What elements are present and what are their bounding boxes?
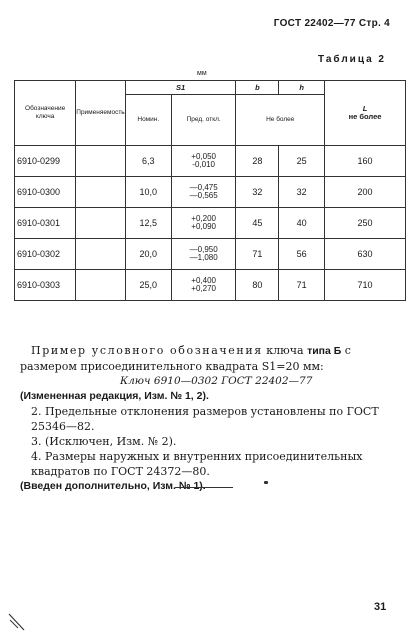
cell-b: 45 — [236, 208, 279, 239]
example-rest: с размером присоединительного квадрата S1=20 мм: — [20, 344, 351, 373]
note-revision-2: (Введен дополнительно, Изм. № 1). — [20, 480, 206, 492]
cell-applicability — [76, 177, 125, 208]
dimensions-table — [14, 80, 406, 301]
header-deviation: Пред. откл. — [171, 95, 236, 146]
cell-nominal: 12,5 — [125, 208, 171, 239]
header-h: h — [279, 81, 325, 95]
units-label: мм — [197, 70, 207, 77]
ink-dot — [264, 481, 268, 484]
cell-h: 25 — [279, 146, 325, 177]
corner-mark-icon — [8, 606, 26, 632]
cell-nominal: 10,0 — [125, 177, 171, 208]
cell-applicability — [76, 208, 125, 239]
cell-nominal: 25,0 — [125, 270, 171, 301]
example-lead: Пример условного обозначения — [31, 344, 263, 357]
document-header: ГОСТ 22402—77 Стр. 4 — [273, 18, 390, 29]
example-mid: ключа — [262, 344, 308, 357]
cell-h: 40 — [279, 208, 325, 239]
cell-deviation: —0,950 —1,080 — [171, 239, 236, 270]
cell-b: 32 — [236, 177, 279, 208]
cell-h: 71 — [279, 270, 325, 301]
cell-l: 200 — [325, 177, 406, 208]
header-s1: S1 — [125, 81, 236, 95]
cell-b: 80 — [236, 270, 279, 301]
section-divider — [175, 487, 233, 488]
table-row — [15, 177, 406, 208]
cell-deviation: +0,050 -0,010 — [171, 146, 236, 177]
header-nominal: Номин. — [125, 95, 171, 146]
cell-b: 28 — [236, 146, 279, 177]
header-l: L не более — [325, 81, 406, 146]
designation-example — [20, 343, 400, 374]
cell-h: 56 — [279, 239, 325, 270]
note-3: 3. (Исключен, Изм. № 2). — [31, 435, 177, 448]
table-row — [15, 239, 406, 270]
note-4: 4. Размеры наружных и внутренних присоединительных квадратов по ГОСТ 24372—80. — [31, 450, 363, 478]
cell-designation: 6910-0300 — [15, 177, 76, 208]
cell-nominal: 6,3 — [125, 146, 171, 177]
note-revision-1: (Измененная редакция, Изм. № 1, 2). — [20, 390, 209, 402]
cell-applicability — [76, 146, 125, 177]
cell-h: 32 — [279, 177, 325, 208]
cell-applicability — [76, 239, 125, 270]
cell-deviation: +0,400 +0,270 — [171, 270, 236, 301]
header-designation: Обозначение ключа — [15, 81, 76, 146]
cell-designation: 6910-0303 — [15, 270, 76, 301]
cell-b: 71 — [236, 239, 279, 270]
page-number: 31 — [374, 601, 387, 613]
cell-l: 630 — [325, 239, 406, 270]
cell-deviation: +0,200 +0,090 — [171, 208, 236, 239]
header-b: b — [236, 81, 279, 95]
cell-l: 250 — [325, 208, 406, 239]
header-applicability: Применяемость — [76, 81, 125, 146]
cell-designation: 6910-0302 — [15, 239, 76, 270]
cell-l: 160 — [325, 146, 406, 177]
header-not-more: Не более — [236, 95, 325, 146]
table-row — [15, 146, 406, 177]
cell-designation: 6910-0301 — [15, 208, 76, 239]
cell-deviation: —0,475 —0,565 — [171, 177, 236, 208]
notes-section — [20, 389, 402, 494]
example-key-designation: Ключ 6910—0302 ГОСТ 22402—77 — [120, 375, 313, 387]
table-title: Таблица 2 — [317, 54, 386, 65]
table-row — [15, 270, 406, 301]
note-2: 2. Предельные отклонения размеров установлены по ГОСТ 25346—82. — [31, 405, 379, 433]
table-row — [15, 208, 406, 239]
cell-designation: 6910-0299 — [15, 146, 76, 177]
cell-applicability — [76, 270, 125, 301]
cell-l: 710 — [325, 270, 406, 301]
cell-nominal: 20,0 — [125, 239, 171, 270]
example-type: типа Б — [307, 345, 342, 357]
